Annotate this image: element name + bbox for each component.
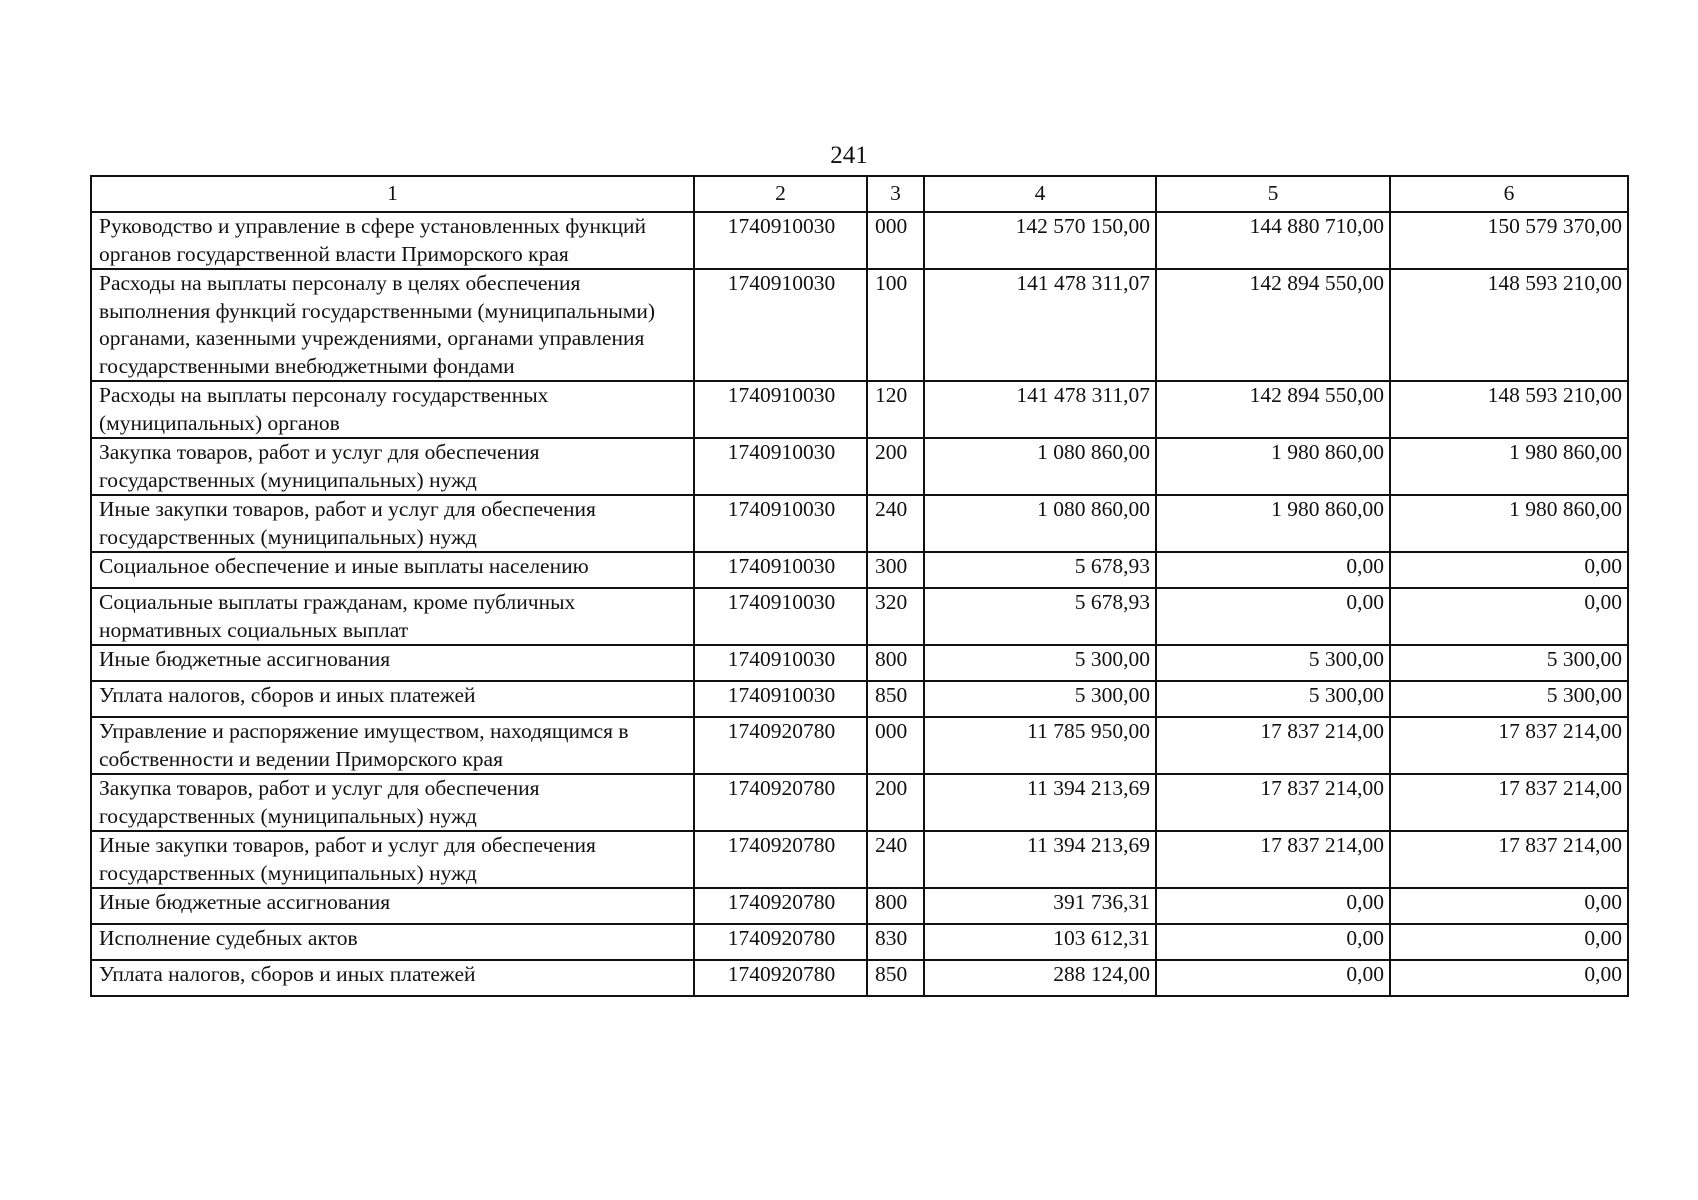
amount-cell-col6: 0,00: [1390, 924, 1628, 960]
column-header: 3: [867, 176, 924, 212]
expense-type-cell: 240: [867, 495, 924, 552]
amount-cell-col6: 150 579 370,00: [1390, 212, 1628, 269]
target-article-cell: 1740920780: [694, 924, 867, 960]
amount-cell-col6: 17 837 214,00: [1390, 717, 1628, 774]
amount-cell-col5: 5 300,00: [1156, 681, 1390, 717]
column-header: 5: [1156, 176, 1390, 212]
amount-cell-col6: 1 980 860,00: [1390, 495, 1628, 552]
expense-type-cell: 000: [867, 212, 924, 269]
target-article-cell: 1740910030: [694, 495, 867, 552]
target-article-cell: 1740910030: [694, 681, 867, 717]
row-name-cell: Закупка товаров, работ и услуг для обеспечения государственных (муниципальных) нужд: [91, 774, 694, 831]
column-header: 6: [1390, 176, 1628, 212]
target-article-cell: 1740910030: [694, 381, 867, 438]
row-name-cell: Уплата налогов, сборов и иных платежей: [91, 681, 694, 717]
amount-cell-col4: 5 300,00: [924, 645, 1156, 681]
table-row: [91, 960, 1628, 996]
target-article-cell: 1740910030: [694, 212, 867, 269]
row-name-cell: Социальные выплаты гражданам, кроме публичных нормативных социальных выплат: [91, 588, 694, 645]
target-article-cell: 1740910030: [694, 269, 867, 381]
expense-type-cell: 240: [867, 831, 924, 888]
expense-type-cell: 100: [867, 269, 924, 381]
budget-table: [90, 175, 1629, 997]
target-article-cell: 1740920780: [694, 960, 867, 996]
table-row: [91, 438, 1628, 495]
amount-cell-col6: 0,00: [1390, 552, 1628, 588]
amount-cell-col5: 144 880 710,00: [1156, 212, 1390, 269]
expense-type-cell: 800: [867, 645, 924, 681]
row-name-cell: Иные закупки товаров, работ и услуг для обеспечения государственных (муниципальных) нужд: [91, 495, 694, 552]
row-name-cell: Расходы на выплаты персоналу в целях обеспечения выполнения функций государственными (муниципальными) органами, казенными учреждениями, органами управления государственными внебюджетными фондами: [91, 269, 694, 381]
amount-cell-col4: 5 300,00: [924, 681, 1156, 717]
table-row: [91, 552, 1628, 588]
amount-cell-col5: 0,00: [1156, 552, 1390, 588]
amount-cell-col4: 391 736,31: [924, 888, 1156, 924]
row-name-cell: Исполнение судебных актов: [91, 924, 694, 960]
table-row: [91, 681, 1628, 717]
target-article-cell: 1740910030: [694, 645, 867, 681]
amount-cell-col5: 1 980 860,00: [1156, 438, 1390, 495]
column-header: 1: [91, 176, 694, 212]
amount-cell-col4: 141 478 311,07: [924, 381, 1156, 438]
page-number: 241: [830, 142, 868, 169]
amount-cell-col4: 142 570 150,00: [924, 212, 1156, 269]
amount-cell-col6: 17 837 214,00: [1390, 774, 1628, 831]
amount-cell-col6: 0,00: [1390, 888, 1628, 924]
target-article-cell: 1740920780: [694, 774, 867, 831]
table-row: [91, 588, 1628, 645]
amount-cell-col5: 142 894 550,00: [1156, 269, 1390, 381]
expense-type-cell: 000: [867, 717, 924, 774]
target-article-cell: 1740920780: [694, 831, 867, 888]
expense-type-cell: 200: [867, 438, 924, 495]
amount-cell-col4: 5 678,93: [924, 552, 1156, 588]
amount-cell-col5: 17 837 214,00: [1156, 717, 1390, 774]
amount-cell-col6: 0,00: [1390, 588, 1628, 645]
table-row: [91, 212, 1628, 269]
expense-type-cell: 850: [867, 960, 924, 996]
expense-type-cell: 800: [867, 888, 924, 924]
table-row: [91, 831, 1628, 888]
amount-cell-col6: 148 593 210,00: [1390, 269, 1628, 381]
table-row: [91, 645, 1628, 681]
column-header: 4: [924, 176, 1156, 212]
table-row: [91, 381, 1628, 438]
row-name-cell: Управление и распоряжение имуществом, находящимся в собственности и ведении Приморского края: [91, 717, 694, 774]
expense-type-cell: 320: [867, 588, 924, 645]
amount-cell-col6: 0,00: [1390, 960, 1628, 996]
row-name-cell: Уплата налогов, сборов и иных платежей: [91, 960, 694, 996]
target-article-cell: 1740910030: [694, 552, 867, 588]
amount-cell-col5: 142 894 550,00: [1156, 381, 1390, 438]
row-name-cell: Иные бюджетные ассигнования: [91, 888, 694, 924]
row-name-cell: Закупка товаров, работ и услуг для обеспечения государственных (муниципальных) нужд: [91, 438, 694, 495]
row-name-cell: Иные закупки товаров, работ и услуг для обеспечения государственных (муниципальных) нужд: [91, 831, 694, 888]
table-row: [91, 888, 1628, 924]
row-name-cell: Социальное обеспечение и иные выплаты населению: [91, 552, 694, 588]
row-name-cell: Расходы на выплаты персоналу государственных (муниципальных) органов: [91, 381, 694, 438]
amount-cell-col6: 5 300,00: [1390, 681, 1628, 717]
target-article-cell: 1740920780: [694, 717, 867, 774]
amount-cell-col5: 5 300,00: [1156, 645, 1390, 681]
amount-cell-col6: 5 300,00: [1390, 645, 1628, 681]
amount-cell-col6: 17 837 214,00: [1390, 831, 1628, 888]
amount-cell-col5: 17 837 214,00: [1156, 774, 1390, 831]
expense-type-cell: 120: [867, 381, 924, 438]
amount-cell-col4: 141 478 311,07: [924, 269, 1156, 381]
row-name-cell: Иные бюджетные ассигнования: [91, 645, 694, 681]
table-body: [91, 212, 1628, 996]
row-name-cell: Руководство и управление в сфере установленных функций органов государственной власти Приморского края: [91, 212, 694, 269]
amount-cell-col6: 148 593 210,00: [1390, 381, 1628, 438]
amount-cell-col4: 5 678,93: [924, 588, 1156, 645]
amount-cell-col5: 0,00: [1156, 924, 1390, 960]
expense-type-cell: 830: [867, 924, 924, 960]
amount-cell-col4: 103 612,31: [924, 924, 1156, 960]
header-row: [91, 176, 1628, 212]
table-row: [91, 269, 1628, 381]
amount-cell-col4: 288 124,00: [924, 960, 1156, 996]
amount-cell-col5: 17 837 214,00: [1156, 831, 1390, 888]
amount-cell-col5: 0,00: [1156, 888, 1390, 924]
target-article-cell: 1740910030: [694, 588, 867, 645]
table-row: [91, 774, 1628, 831]
amount-cell-col4: 11 394 213,69: [924, 774, 1156, 831]
table-row: [91, 717, 1628, 774]
amount-cell-col4: 1 080 860,00: [924, 438, 1156, 495]
column-header: 2: [694, 176, 867, 212]
table-row: [91, 495, 1628, 552]
amount-cell-col4: 1 080 860,00: [924, 495, 1156, 552]
expense-type-cell: 200: [867, 774, 924, 831]
amount-cell-col5: 0,00: [1156, 588, 1390, 645]
amount-cell-col5: 1 980 860,00: [1156, 495, 1390, 552]
amount-cell-col4: 11 785 950,00: [924, 717, 1156, 774]
target-article-cell: 1740910030: [694, 438, 867, 495]
table-row: [91, 924, 1628, 960]
expense-type-cell: 850: [867, 681, 924, 717]
amount-cell-col6: 1 980 860,00: [1390, 438, 1628, 495]
expense-type-cell: 300: [867, 552, 924, 588]
target-article-cell: 1740920780: [694, 888, 867, 924]
amount-cell-col5: 0,00: [1156, 960, 1390, 996]
amount-cell-col4: 11 394 213,69: [924, 831, 1156, 888]
